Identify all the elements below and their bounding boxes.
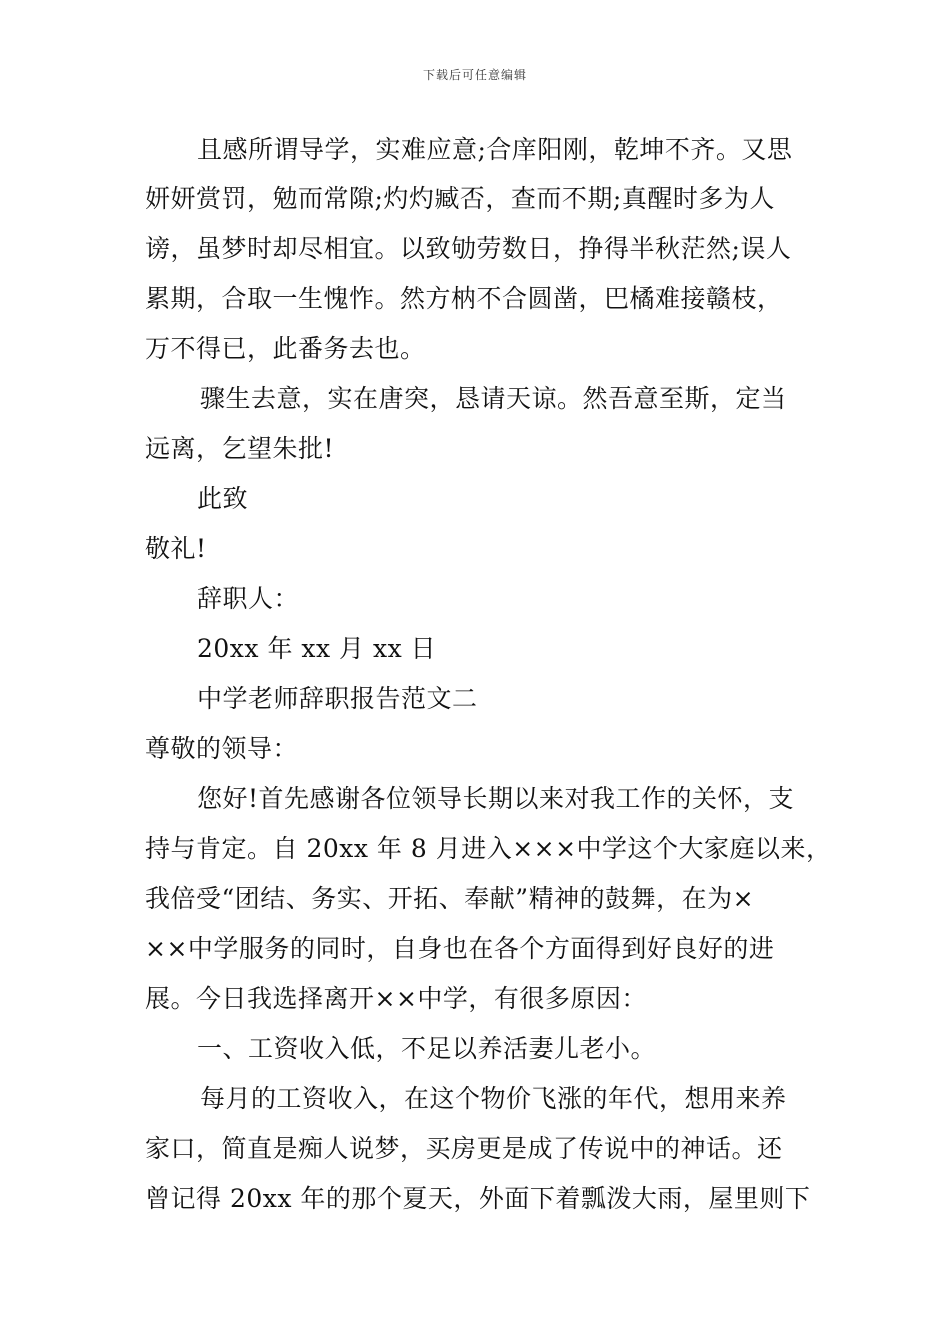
greeting-line: 尊敬的领导： — [145, 734, 299, 763]
paragraph-line: 我倍受“团结、务实、开拓、奉献”精神的鼓舞，在为× — [145, 884, 755, 913]
paragraph-line: 您好!首先感谢各位领导长期以来对我工作的关怀，支 — [197, 784, 795, 813]
paragraph-line: 谤，虽梦时却尽相宜。以致劬劳数日，挣得半秋茫然;误人 — [145, 234, 792, 263]
paragraph-line: 骤生去意，实在唐突，恳请天谅。然吾意至斯，定当 — [200, 384, 787, 413]
salutation-line: 敬礼! — [145, 534, 207, 563]
paragraph-line: 家口，简直是痴人说梦，买房更是成了传说中的神话。还 — [145, 1134, 783, 1163]
paragraph-line: 远离，乞望朱批! — [145, 434, 335, 463]
signature-line: 辞职人： — [197, 584, 300, 613]
paragraph-line: 万不得已，此番务去也。 — [145, 334, 426, 363]
paragraph-line: 曾记得 20xx 年的那个夏天，外面下着瓢泼大雨，屋里则下 — [145, 1184, 811, 1213]
paragraph-line: 且感所谓导学，实难应意;合庠阳刚，乾坤不齐。又思 — [197, 135, 793, 164]
date-line: 20xx 年 xx 月 xx 日 — [197, 634, 437, 663]
closing-line: 此致 — [197, 484, 249, 513]
section-title: 中学老师辞职报告范文二 — [197, 684, 478, 713]
paragraph-line: 妍妍赏罚，勉而常隙;灼灼臧否，查而不期;真醒时多为人 — [145, 184, 775, 213]
paragraph-line: 展。今日我选择离开××中学，有很多原因： — [145, 984, 647, 1013]
paragraph-line: 每月的工资收入，在这个物价飞涨的年代，想用来养 — [200, 1084, 787, 1113]
page-header: 下载后可任意编辑 — [422, 68, 527, 82]
paragraph-line: 持与肯定。自 20xx 年 8 月进入×××中学这个大家庭以来， — [145, 834, 832, 863]
paragraph-line: 累期，合取一生愧怍。然方枘不合圆凿，巴橘难接赣枝， — [145, 284, 783, 313]
paragraph-line: ××中学服务的同时，自身也在各个方面得到好良好的进 — [145, 934, 775, 963]
list-heading: 一、工资收入低，不足以养活妻儿老小。 — [197, 1034, 657, 1063]
